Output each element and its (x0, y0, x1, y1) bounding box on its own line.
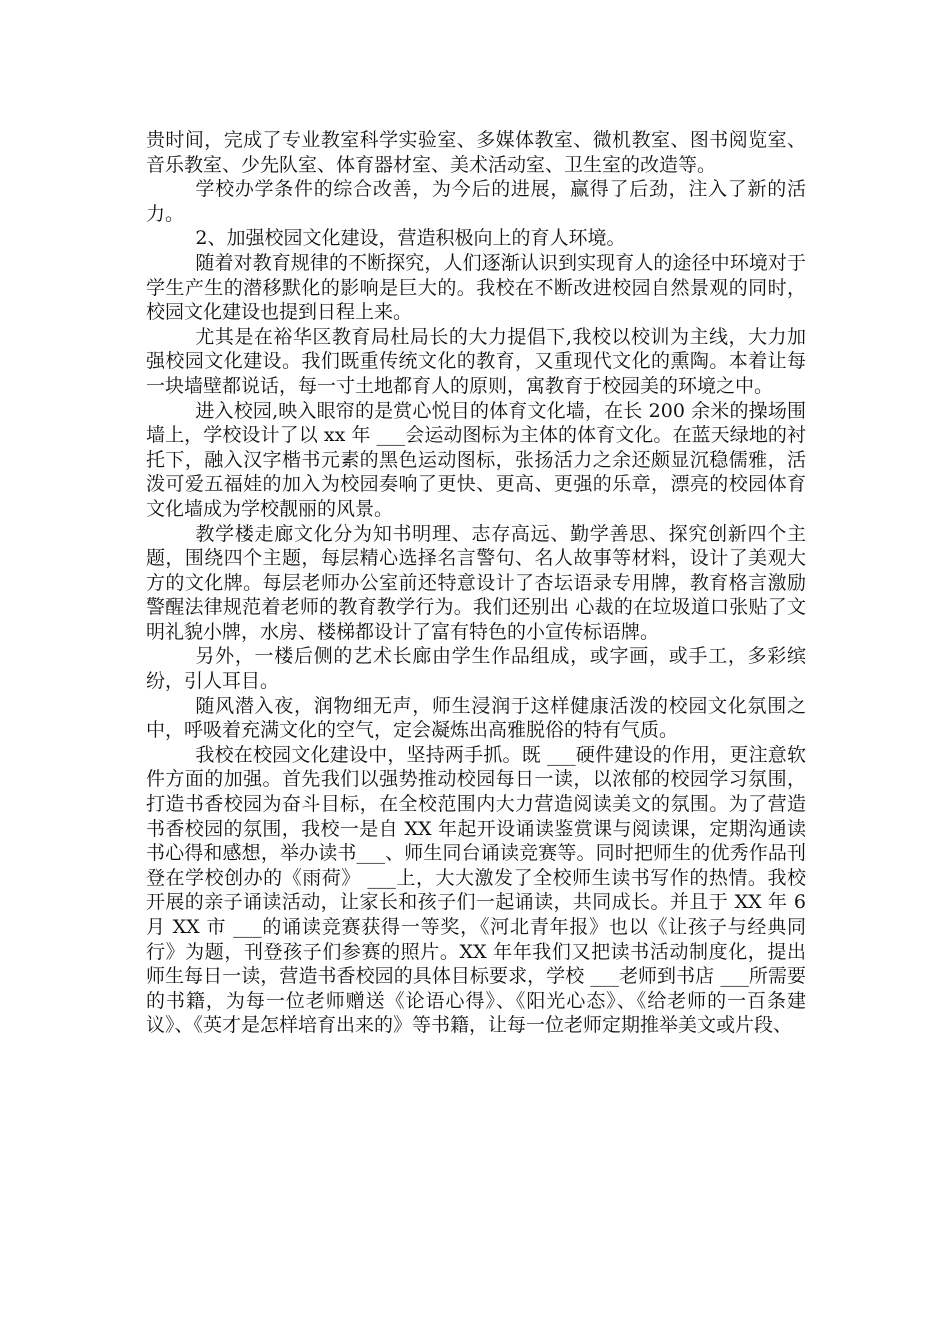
paragraph-2: 学校办学条件的综合改善，为今后的进展，赢得了后劲，注入了新的活力。 (146, 178, 806, 225)
paragraph-1: 贵时间，完成了专业教室科学实验室、多媒体教室、微机教室、图书阅览室、音乐教室、少先队室、体育器材室、美术活动室、卫生室的改造等。 (146, 129, 806, 176)
paragraph-6: 进入校园,映入眼帘的是赏心悦目的体育文化墙，在长 200 余米的操场围墙上，学校设计了以 xx 年 ___会运动图标为主体的体育文化。在蓝天绿地的衬托下，融入汉字楷书元素的黑色运动图标，张扬活力之余还颇显沉稳儒雅，活泼可爱五福娃的加入为校园奏响了更快、更高、更强的乐章，漂亮的校园体育文化墙成为学校靓丽的风景。 (146, 399, 806, 520)
paragraph-8: 另外，一楼后侧的艺术长廊由学生作品组成，或字画，或手工，多彩缤纷，引人耳目。 (146, 645, 806, 693)
section-heading: 2、加强校园文化建设，营造积极向上的育人环境。 (195, 227, 626, 250)
paragraph-9: 随风潜入夜，润物细无声，师生浸润于这样健康活泼的校园文化氛围之中，呼吸着充满文化的空气，定会凝炼出高雅脱俗的特有气质。 (146, 694, 806, 742)
document-body (146, 128, 813, 1038)
paragraph-10: 我校在校园文化建设中，坚持两手抓。既 ___硬件建设的作用，更注意软件方面的加强。首先我们以强势推动校园每日一读，以浓郁的校园学习氛围，打造书香校园为奋斗目标，在全校范围内大力营造阅读美文的氛围。为了营造书香校园的氛围，我校一是自 XX 年起开设诵读鉴赏课与阅读课，定期沟通读书心得和感想，举办读书___、师生同台诵读竞赛等。同时把师生的优秀作品刊登在学校创办的《雨荷》 ___上，大大激发了全校师生读书写作的热情。我校开展的亲子诵读活动，让家长和孩子们一起诵读，共同成长。并且于 XX 年 6 月 XX 市 ___的诵读竞赛获得一等奖，《河北青年报》也以《让孩子与经典同行》为题，刊登孩子们参赛的照片。XX 年年我们又把读书活动制度化，提出师生每日一读，营造书香校园的具体目标要求，学校 ___老师到书店 ___所需要的书籍，为每一位老师赠送《论语心得》、《阳光心态》、《给老师的一百条建议》、《英才是怎样培育出来的》等书籍，让每一位老师定期推举美文或片段、 (146, 743, 813, 1037)
paragraph-4: 随着对教育规律的不断探究，人们逐渐认识到实现育人的途径中环境对于学生产生的潜移默化的影响是巨大的。我校在不断改进校园自然景观的同时，校园文化建设也提到日程上来。 (146, 251, 806, 324)
paragraph-7: 教学楼走廊文化分为知书明理、志存高远、勤学善思、探究创新四个主题，围绕四个主题，每层精心选择名言警句、名人故事等材料，设计了美观大方的文化牌。每层老师办公室前还特意设计了杏坛语录专用牌，教育格言激励警醒法律规范着老师的教育教学行为。我们还别出 心裁的在垃圾道口张贴了文明礼貌小牌，水房、楼梯都设计了富有特色的小宣传标语牌。 (146, 522, 806, 643)
paragraph-5: 尤其是在裕华区教育局杜局长的大力提倡下,我校以校训为主线，大力加强校园文化建设。我们既重传统文化的教育，又重现代文化的熏陶。本着让每一块墙壁都说话，每一寸土地都育人的原则，寓教育于校园美的环境之中。 (146, 325, 806, 397)
